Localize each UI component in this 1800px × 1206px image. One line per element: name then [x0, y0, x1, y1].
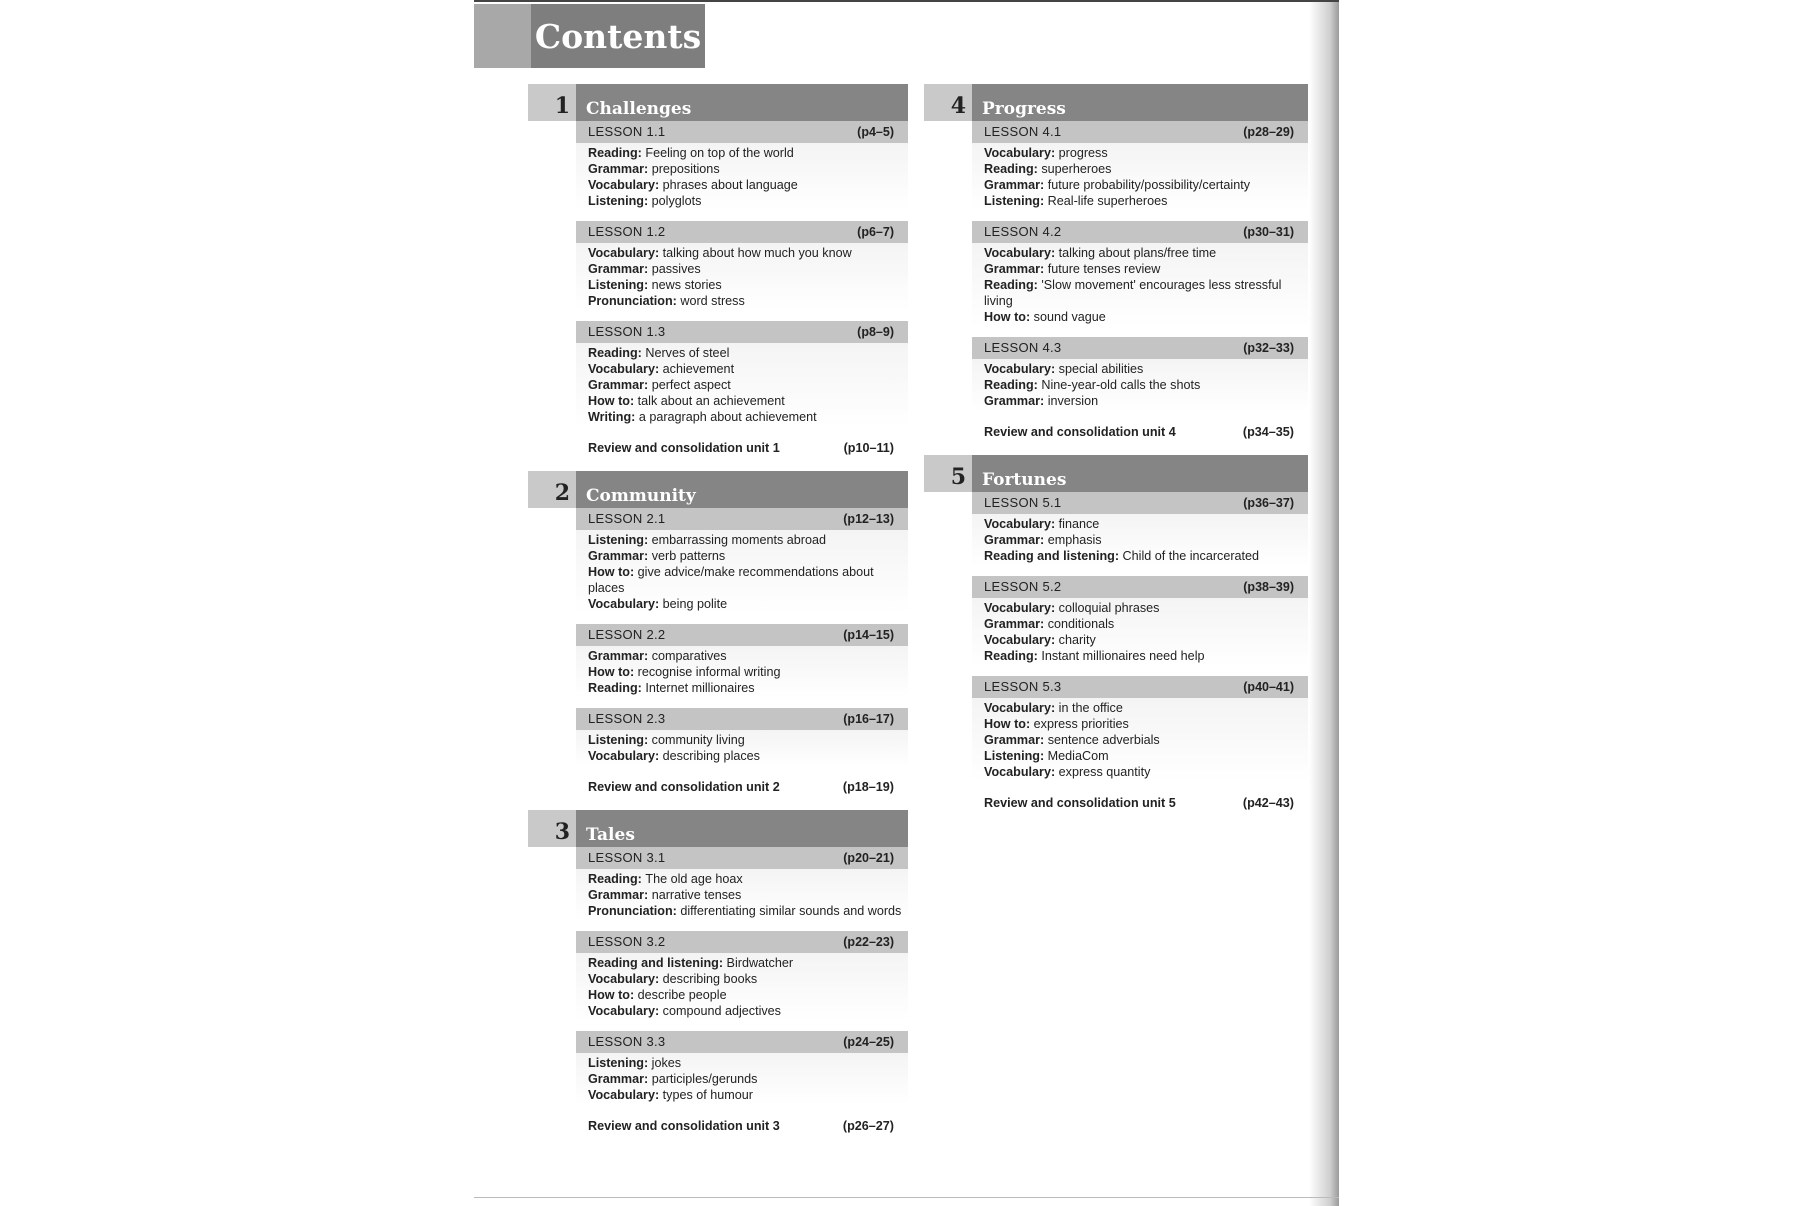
lesson-block: [576, 847, 908, 921]
item-label: Vocabulary:: [588, 972, 663, 986]
lesson-list: [924, 121, 1308, 411]
lesson-items: [576, 646, 908, 698]
unit-header: [528, 810, 908, 847]
lesson-pages: (p6–7): [857, 225, 894, 239]
unit-section: [924, 455, 1308, 810]
lesson-items: [576, 1053, 908, 1105]
item-text: community living: [651, 733, 745, 747]
item-text: sentence adverbials: [1047, 733, 1160, 747]
review-label: Review and consolidation unit 5: [984, 796, 1176, 810]
item-label: Grammar:: [984, 617, 1048, 631]
lesson-items: [576, 343, 908, 427]
lesson-items: [972, 698, 1308, 782]
item-label: Listening:: [588, 278, 652, 292]
unit-header: [924, 84, 1308, 121]
unit-title: Fortunes: [972, 455, 1308, 492]
lesson-items: [576, 953, 908, 1021]
lesson-item: [588, 1003, 902, 1019]
left-column: [528, 84, 908, 1149]
item-label: Reading:: [984, 162, 1042, 176]
item-label: Vocabulary:: [984, 701, 1059, 715]
lesson-item: [588, 393, 902, 409]
lesson-item: [588, 532, 902, 548]
lesson-label: LESSON 2.2: [588, 627, 666, 642]
lesson-label: LESSON 1.3: [588, 324, 666, 339]
lesson-header: [972, 221, 1308, 243]
lesson-item: [588, 971, 902, 987]
item-label: Vocabulary:: [588, 1088, 663, 1102]
item-label: Grammar:: [984, 394, 1048, 408]
lesson-block: [576, 708, 908, 766]
item-text: finance: [1058, 517, 1100, 531]
item-label: Vocabulary:: [588, 1004, 663, 1018]
item-text: Child of the incarcerated: [1122, 549, 1260, 563]
lesson-item: [984, 732, 1302, 748]
lesson-item: [588, 377, 902, 393]
item-label: How to:: [984, 310, 1034, 324]
item-label: Grammar:: [588, 378, 652, 392]
item-label: Reading:: [984, 278, 1042, 292]
lesson-block: [972, 337, 1308, 411]
lesson-item: [588, 293, 902, 309]
lesson-block: [576, 508, 908, 614]
unit-title: Challenges: [576, 84, 908, 121]
item-text: Nerves of steel: [645, 346, 730, 360]
lesson-label: LESSON 4.2: [984, 224, 1062, 239]
lesson-block: [972, 492, 1308, 566]
lesson-block: [576, 624, 908, 698]
lesson-header: [972, 337, 1308, 359]
lesson-item: [984, 393, 1302, 409]
item-text: Instant millionaires need help: [1041, 649, 1205, 663]
item-label: Vocabulary:: [588, 362, 663, 376]
lesson-item: [984, 277, 1302, 309]
lesson-item: [984, 261, 1302, 277]
item-label: Listening:: [588, 533, 652, 547]
item-text: polyglots: [651, 194, 702, 208]
lesson-block: [576, 931, 908, 1021]
item-text: recognise informal writing: [637, 665, 781, 679]
lesson-label: LESSON 5.2: [984, 579, 1062, 594]
item-text: embarrassing moments abroad: [651, 533, 826, 547]
page-bottom-edge: [474, 1197, 1339, 1198]
lesson-label: LESSON 2.1: [588, 511, 666, 526]
unit-header: [528, 84, 908, 121]
unit-title: Tales: [576, 810, 908, 847]
lesson-item: [984, 532, 1302, 548]
lesson-item: [588, 732, 902, 748]
item-text: phrases about language: [662, 178, 798, 192]
unit-section: [924, 84, 1308, 439]
item-text: passives: [651, 262, 701, 276]
item-text: special abilities: [1058, 362, 1144, 376]
item-text: types of humour: [662, 1088, 753, 1102]
lesson-header: [576, 508, 908, 530]
lesson-item: [984, 548, 1302, 564]
lesson-items: [972, 598, 1308, 666]
review-label: Review and consolidation unit 1: [588, 441, 780, 455]
item-text: charity: [1058, 633, 1096, 647]
lesson-item: [588, 596, 902, 612]
item-text: word stress: [680, 294, 745, 308]
lesson-item: [588, 145, 902, 161]
lesson-header: [972, 121, 1308, 143]
item-text: achievement: [662, 362, 735, 376]
lesson-block: [576, 321, 908, 427]
item-text: The old age hoax: [645, 872, 743, 886]
lesson-item: [588, 361, 902, 377]
review-label: Review and consolidation unit 4: [984, 425, 1176, 439]
item-label: Grammar:: [984, 262, 1048, 276]
lesson-block: [972, 221, 1308, 327]
review-row: [576, 437, 908, 455]
lesson-pages: (p20–21): [843, 851, 894, 865]
lesson-header: [576, 847, 908, 869]
lesson-item: [588, 664, 902, 680]
lesson-items: [576, 530, 908, 614]
lesson-items: [972, 514, 1308, 566]
item-label: How to:: [588, 394, 638, 408]
lesson-item: [984, 177, 1302, 193]
item-label: Vocabulary:: [984, 601, 1059, 615]
item-label: Grammar:: [984, 733, 1048, 747]
item-label: Listening:: [984, 194, 1048, 208]
item-label: Grammar:: [588, 262, 652, 276]
lesson-label: LESSON 3.3: [588, 1034, 666, 1049]
item-text: being polite: [662, 597, 728, 611]
item-label: How to:: [588, 665, 638, 679]
lesson-pages: (p38–39): [1243, 580, 1294, 594]
lesson-header: [972, 676, 1308, 698]
item-text: MediaCom: [1047, 749, 1109, 763]
item-label: Vocabulary:: [984, 146, 1059, 160]
lesson-items: [576, 869, 908, 921]
lesson-item: [984, 377, 1302, 393]
lesson-item: [984, 161, 1302, 177]
review-row: [576, 776, 908, 794]
review-pages: (p10–11): [843, 441, 894, 455]
lesson-item: [588, 987, 902, 1003]
item-text: Real-life superheroes: [1047, 194, 1168, 208]
item-text: Birdwatcher: [726, 956, 794, 970]
item-text: jokes: [651, 1056, 682, 1070]
item-text: progress: [1058, 146, 1108, 160]
lesson-item: [588, 261, 902, 277]
item-text: perfect aspect: [651, 378, 731, 392]
lesson-item: [588, 903, 902, 919]
item-label: Grammar:: [588, 1072, 652, 1086]
item-label: Vocabulary:: [984, 765, 1059, 779]
lesson-items: [972, 359, 1308, 411]
lesson-item: [984, 516, 1302, 532]
item-label: Grammar:: [588, 649, 652, 663]
lesson-list: [924, 492, 1308, 782]
page-title: Contents: [531, 4, 705, 68]
item-text: give advice/make recommendations about places: [588, 565, 874, 595]
unit-section: [528, 810, 908, 1133]
lesson-item: [984, 764, 1302, 780]
lesson-item: [588, 1055, 902, 1071]
item-text: sound vague: [1033, 310, 1106, 324]
lesson-item: [588, 1087, 902, 1103]
unit-section: [528, 84, 908, 455]
item-text: Nine-year-old calls the shots: [1041, 378, 1201, 392]
lesson-item: [984, 716, 1302, 732]
lesson-block: [972, 121, 1308, 211]
lesson-header: [576, 624, 908, 646]
lesson-header: [972, 492, 1308, 514]
lesson-items: [972, 143, 1308, 211]
item-text: narrative tenses: [651, 888, 742, 902]
review-label: Review and consolidation unit 3: [588, 1119, 780, 1133]
item-label: Vocabulary:: [588, 597, 663, 611]
item-text: describing places: [662, 749, 760, 763]
item-label: Reading:: [984, 378, 1042, 392]
lesson-item: [588, 177, 902, 193]
lesson-header: [576, 221, 908, 243]
lesson-item: [984, 309, 1302, 325]
lesson-label: LESSON 5.3: [984, 679, 1062, 694]
lesson-list: [528, 847, 908, 1105]
item-text: superheroes: [1041, 162, 1112, 176]
item-text: future probability/possibility/certainty: [1047, 178, 1250, 192]
lesson-item: [588, 161, 902, 177]
unit-header: [528, 471, 908, 508]
lesson-item: [588, 680, 902, 696]
unit-number: 2: [528, 471, 576, 508]
item-label: Listening:: [588, 733, 652, 747]
lesson-item: [588, 193, 902, 209]
item-label: Grammar:: [588, 162, 652, 176]
item-label: Grammar:: [984, 533, 1048, 547]
unit-number: 1: [528, 84, 576, 121]
lesson-label: LESSON 1.1: [588, 124, 666, 139]
item-text: express priorities: [1033, 717, 1129, 731]
lesson-item: [588, 548, 902, 564]
item-text: a paragraph about achievement: [638, 410, 817, 424]
unit-title: Community: [576, 471, 908, 508]
lesson-item: [588, 564, 902, 596]
book-page: [474, 0, 1339, 1206]
lesson-header: [972, 576, 1308, 598]
lesson-item: [984, 193, 1302, 209]
lesson-pages: (p16–17): [843, 712, 894, 726]
item-text: talking about how much you know: [662, 246, 852, 260]
lesson-item: [588, 409, 902, 425]
lesson-header: [576, 708, 908, 730]
lesson-block: [576, 221, 908, 311]
review-pages: (p34–35): [1242, 425, 1294, 439]
lesson-item: [984, 600, 1302, 616]
lesson-item: [984, 245, 1302, 261]
item-label: Reading and listening:: [984, 549, 1123, 563]
item-label: Vocabulary:: [588, 178, 663, 192]
lesson-label: LESSON 3.1: [588, 850, 666, 865]
item-text: talking about plans/free time: [1058, 246, 1217, 260]
lesson-item: [984, 616, 1302, 632]
item-text: 'Slow movement' encourages less stressful living: [984, 278, 1282, 308]
lesson-item: [984, 648, 1302, 664]
item-text: verb patterns: [651, 549, 726, 563]
lesson-item: [984, 632, 1302, 648]
lesson-item: [984, 361, 1302, 377]
lesson-item: [588, 955, 902, 971]
unit-number: 5: [924, 455, 972, 492]
lesson-item: [588, 277, 902, 293]
item-label: Listening:: [588, 1056, 652, 1070]
lesson-block: [972, 576, 1308, 666]
item-text: talk about an achievement: [637, 394, 785, 408]
lesson-item: [588, 748, 902, 764]
item-text: describing books: [662, 972, 758, 986]
item-label: Vocabulary:: [984, 517, 1059, 531]
item-label: How to:: [984, 717, 1034, 731]
lesson-list: [528, 121, 908, 427]
item-text: emphasis: [1047, 533, 1102, 547]
right-column: [924, 84, 1308, 826]
lesson-block: [576, 1031, 908, 1105]
lesson-pages: (p32–33): [1243, 341, 1294, 355]
lesson-item: [588, 871, 902, 887]
item-text: inversion: [1047, 394, 1099, 408]
item-text: colloquial phrases: [1058, 601, 1160, 615]
lesson-list: [528, 508, 908, 766]
item-text: prepositions: [651, 162, 720, 176]
lesson-block: [972, 676, 1308, 782]
lesson-item: [588, 245, 902, 261]
item-label: Listening:: [588, 194, 652, 208]
lesson-pages: (p36–37): [1243, 496, 1294, 510]
item-label: Reading:: [588, 681, 646, 695]
item-label: Reading and listening:: [588, 956, 727, 970]
unit-number: 4: [924, 84, 972, 121]
lesson-label: LESSON 1.2: [588, 224, 666, 239]
lesson-header: [576, 121, 908, 143]
item-text: Internet millionaires: [645, 681, 755, 695]
lesson-header: [576, 321, 908, 343]
item-text: future tenses review: [1047, 262, 1161, 276]
item-label: Writing:: [588, 410, 639, 424]
item-text: Feeling on top of the world: [645, 146, 794, 160]
lesson-item: [984, 700, 1302, 716]
item-label: Vocabulary:: [984, 246, 1059, 260]
lesson-pages: (p14–15): [843, 628, 894, 642]
lesson-pages: (p40–41): [1243, 680, 1294, 694]
lesson-item: [984, 145, 1302, 161]
item-text: differentiating similar sounds and words: [680, 904, 902, 918]
lesson-pages: (p30–31): [1243, 225, 1294, 239]
page-edge-shadow: [1309, 2, 1339, 1206]
lesson-items: [576, 730, 908, 766]
review-row: [576, 1115, 908, 1133]
item-label: Vocabulary:: [588, 749, 663, 763]
lesson-pages: (p22–23): [843, 935, 894, 949]
lesson-header: [576, 1031, 908, 1053]
item-label: Grammar:: [588, 549, 652, 563]
lesson-label: LESSON 5.1: [984, 495, 1062, 510]
item-label: Grammar:: [984, 178, 1048, 192]
review-pages: (p42–43): [1242, 796, 1294, 810]
lesson-items: [576, 243, 908, 311]
review-row: [972, 792, 1308, 810]
lesson-pages: (p28–29): [1243, 125, 1294, 139]
item-text: conditionals: [1047, 617, 1115, 631]
lesson-items: [576, 143, 908, 211]
lesson-item: [588, 1071, 902, 1087]
lesson-item: [984, 748, 1302, 764]
lesson-header: [576, 931, 908, 953]
review-label: Review and consolidation unit 2: [588, 780, 780, 794]
review-pages: (p18–19): [842, 780, 894, 794]
lesson-label: LESSON 3.2: [588, 934, 666, 949]
item-label: How to:: [588, 988, 638, 1002]
lesson-items: [972, 243, 1308, 327]
unit-section: [528, 471, 908, 794]
item-label: How to:: [588, 565, 638, 579]
contents-banner: [474, 4, 705, 68]
item-text: news stories: [651, 278, 722, 292]
item-label: Grammar:: [588, 888, 652, 902]
unit-header: [924, 455, 1308, 492]
lesson-item: [588, 648, 902, 664]
item-label: Pronunciation:: [588, 294, 681, 308]
lesson-item: [588, 887, 902, 903]
lesson-label: LESSON 4.3: [984, 340, 1062, 355]
item-label: Vocabulary:: [984, 633, 1059, 647]
item-label: Reading:: [588, 346, 646, 360]
review-pages: (p26–27): [842, 1119, 894, 1133]
item-text: participles/gerunds: [651, 1072, 758, 1086]
lesson-pages: (p8–9): [857, 325, 894, 339]
item-label: Reading:: [588, 872, 646, 886]
lesson-label: LESSON 2.3: [588, 711, 666, 726]
item-label: Listening:: [984, 749, 1048, 763]
item-label: Vocabulary:: [984, 362, 1059, 376]
item-text: in the office: [1058, 701, 1123, 715]
item-text: compound adjectives: [662, 1004, 781, 1018]
review-row: [972, 421, 1308, 439]
lesson-pages: (p24–25): [843, 1035, 894, 1049]
unit-title: Progress: [972, 84, 1308, 121]
lesson-block: [576, 121, 908, 211]
item-label: Reading:: [984, 649, 1042, 663]
lesson-pages: (p12–13): [843, 512, 894, 526]
item-text: comparatives: [651, 649, 727, 663]
item-text: express quantity: [1058, 765, 1151, 779]
item-label: Pronunciation:: [588, 904, 681, 918]
lesson-item: [588, 345, 902, 361]
lesson-pages: (p4–5): [857, 125, 894, 139]
item-label: Vocabulary:: [588, 246, 663, 260]
unit-number: 3: [528, 810, 576, 847]
item-text: describe people: [637, 988, 727, 1002]
lesson-label: LESSON 4.1: [984, 124, 1062, 139]
item-label: Reading:: [588, 146, 646, 160]
